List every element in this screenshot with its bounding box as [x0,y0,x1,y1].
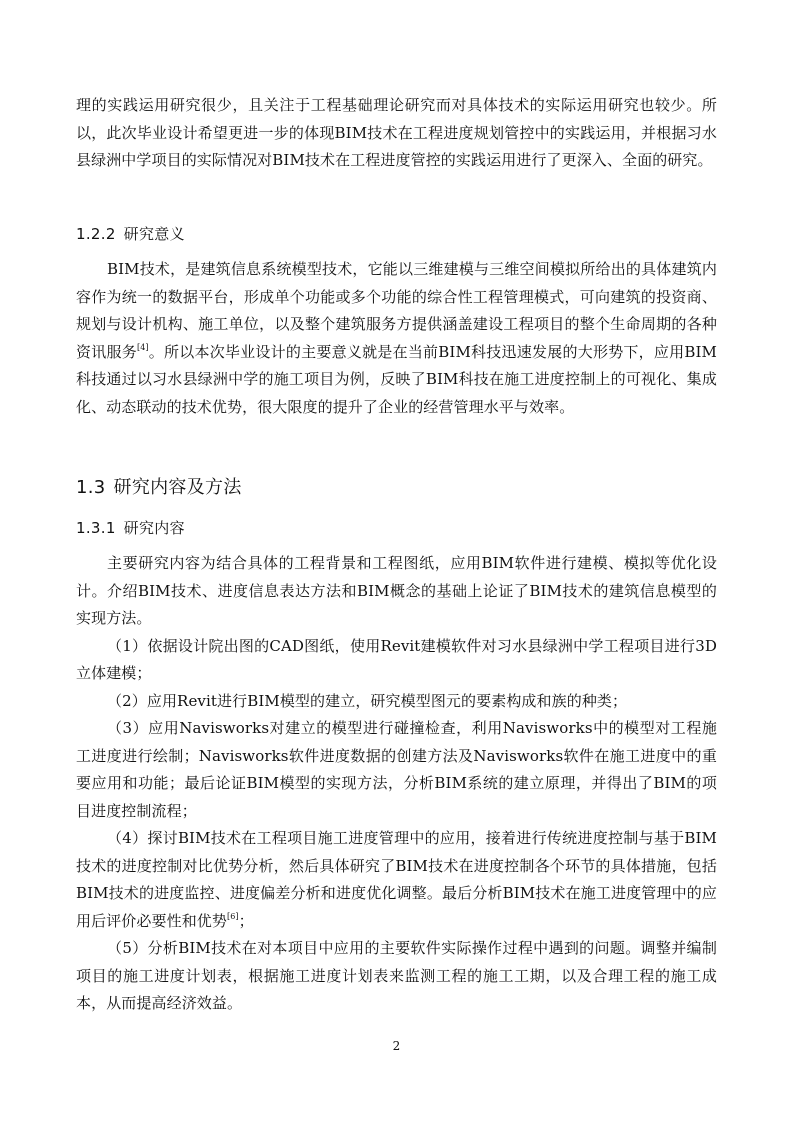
list-item-2: （2）应用Revit进行BIM模型的建立，研究模型图元的要素构成和族的种类； [107,691,628,710]
research-content-paragraph: 主要研究内容为结合具体的工程背景和工程图纸，应用BIM软件进行建模、模拟等优化设计。介绍BIM技术、进度信息表达方法和BIM概念的基础上论证了BIM技术的建筑信息模型的实现方法。 [76,554,717,627]
list-item-4-text-part1: （4）探讨BIM技术在工程项目施工进度管理中的应用，接着进行传统进度控制与基于BIM技术的进度控制对比优势分析，然后具体研究了BIM技术在进度控制各个环节的具体措施，包括BIM技术的进度监控、进度偏差分析和进度优化调整。最后分析BIM技术在施工进度管理中的应用后评价必要性和优势 [76,829,717,930]
heading-number: 1.3 [76,477,106,498]
significance-text-part1: BIM技术，是建筑信息系统模型技术，它能以三维建模与三维空间模拟所给出的具体建筑内容作为统一的数据平台，形成单个功能或多个功能的综合性工程管理模式，可向建筑的投资商、规划与设计机构、施工单位，以及整个建筑服务方提供涵盖建设工程项目的整个生命周期的各种资讯服务 [76,260,717,361]
intro-paragraph: 理的实践运用研究很少，且关注于工程基础理论研究而对具体技术的实际运用研究也较少。所以，此次毕业设计希望更进一步的体现BIM技术在工程进度规划管控中的实践运用，并根据习水县绿洲中学项目的实际情况对BIM技术在工程进度管控的实践运用进行了更深入、全面的研究。 [76,96,717,169]
heading-1-3 [76,476,242,500]
heading-title: 研究内容 [123,519,185,537]
list-item-5: （5）分析BIM技术在对本项目中应用的主要软件实际操作过程中遇到的问题。调整并编制项目的施工进度计划表，根据施工进度计划表来监测工程的施工工期，以及合理工程的施工成本，从而提高经济效益。 [76,939,717,1012]
significance-text-part2: 。所以本次毕业设计的主要意义就是在当前BIM科技迅速发展的大形势下，应用BIM科技通过以习水县绿洲中学的施工项目为例，反映了BIM科技在施工进度控制上的可视化、集成化、动态联动的技术优势，很大限度的提升了企业的经营管理水平与效率。 [76,342,717,416]
page-number: 2 [392,1039,401,1053]
heading-title: 研究内容及方法 [113,477,242,498]
heading-number: 1.2.2 [76,225,116,243]
heading-1-2-2 [76,224,185,244]
heading-number: 1.3.1 [76,519,116,537]
list-item-4 [76,825,717,935]
heading-title: 研究意义 [123,225,185,243]
list-item-1: （1）依据设计院出图的CAD图纸，使用Revit建模软件对习水县绿洲中学工程项目进行3D立体建模； [76,636,717,682]
citation-6: [6] [227,911,239,921]
list-item-4-text-part2: ； [238,911,254,930]
citation-4: [4] [136,342,149,352]
research-content-body [76,550,717,1018]
list-item-3: （3）应用Navisworks对建立的模型进行碰撞检查，利用Navisworks中的模型对工程施工进度进行绘制；Navisworks软件进度数据的创建方法及Navisworks软件在施工进度中的重要应用和功能；最后论证BIM模型的实现方法，分析BIM系统的建立原理，并得出了BIM的项目进度控制流程； [76,719,717,820]
significance-paragraph [76,256,717,421]
heading-1-3-1 [76,518,185,538]
